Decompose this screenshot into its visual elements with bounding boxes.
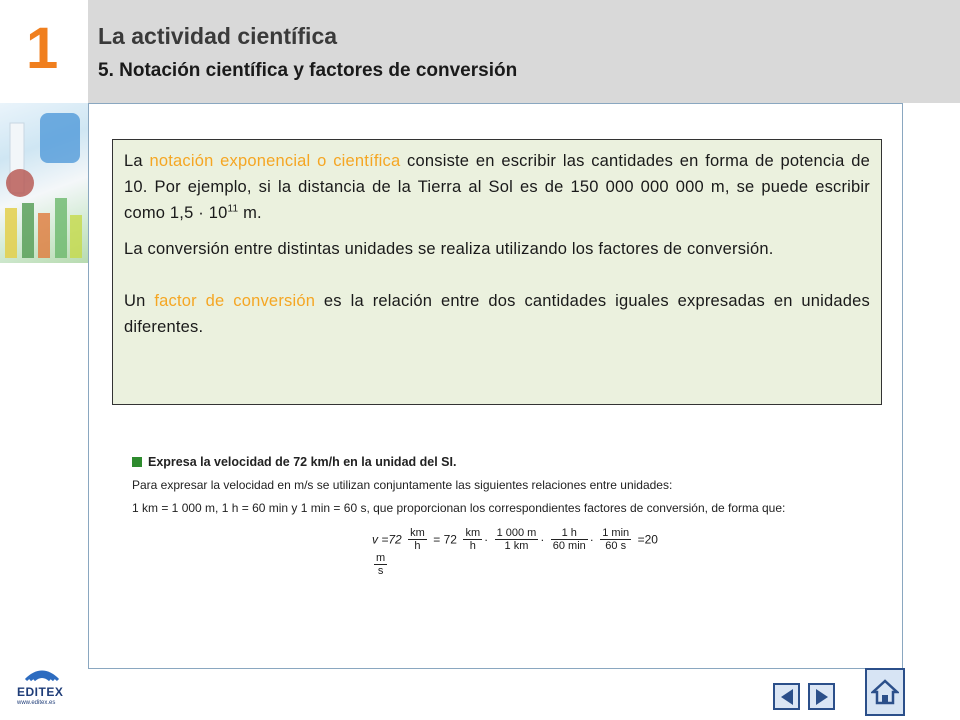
page-subtitle: 5. Notación científica y factores de conversión [98, 60, 518, 81]
fraction-h-min [551, 527, 588, 552]
logo-url: www.editex.es [17, 700, 56, 706]
page-title: La actividad científica [98, 23, 338, 49]
triangle-right-icon [814, 688, 830, 706]
frac1-den: h [414, 540, 421, 552]
paragraph-conversion: La conversión entre distintas unidades se realiza utilizando los factores de conversión. [124, 240, 774, 258]
p3-pre: Un [124, 292, 155, 310]
term-scientific-notation: notación exponencial o científica [149, 152, 401, 170]
example-title-text: Expresa la velocidad de 72 km/h en la unidad del SI. [148, 455, 457, 469]
formula-lhs: v =72 [372, 532, 402, 547]
chapter-number: 1 [26, 16, 59, 81]
fraction-km-h-2 [463, 527, 482, 552]
fraction-min-s [600, 527, 631, 552]
p1-post: consiste en escribir las cantidades en forma de potencia de 10. Por ejemplo, si la distancia de la Tierra al Sol es de 150 000 000 000 m, se puede escribir como 1,5 · 10 [124, 152, 871, 222]
frac3-num: 1 000 m [496, 527, 537, 539]
worked-example [132, 455, 892, 524]
frac4-den: 60 min [552, 540, 586, 552]
frac5-num: 1 min [602, 527, 630, 539]
frac1-num: km [410, 527, 425, 539]
header-bar [88, 0, 960, 103]
example-line-2: 1 km = 1 000 m, 1 h = 60 min y 1 min = 60 s, que proporcionan los correspondientes factores de conversión, de forma que: [132, 501, 786, 515]
p3-post: es la relación entre dos cantidades iguales expresadas en unidades diferentes. [124, 292, 870, 336]
logo-name: EDITEX [17, 685, 64, 699]
p1-end: m. [238, 204, 262, 222]
fraction-m-km [495, 527, 539, 552]
fraction-m-s [374, 552, 387, 577]
lab-photo-image [0, 103, 88, 263]
frac5-den: 60 s [605, 540, 627, 552]
paragraph-scientific-notation [124, 148, 870, 226]
dot-3: · [589, 532, 594, 547]
conversion-formula [372, 527, 672, 577]
next-button[interactable] [808, 683, 835, 710]
frac3-den: 1 km [504, 540, 529, 552]
home-button[interactable] [865, 668, 905, 716]
dot-2: · [540, 532, 545, 547]
fraction-km-h [408, 527, 427, 552]
definition-box [112, 139, 882, 405]
lab-photo [0, 103, 88, 263]
frac6-num: m [376, 552, 386, 564]
term-conversion-factor: factor de conversión [154, 292, 316, 310]
triangle-left-icon [779, 688, 795, 706]
dot-1: · [484, 532, 489, 547]
frac2-den: h [469, 540, 476, 552]
editex-logo [12, 662, 72, 714]
formula-eq2: =20 [637, 532, 658, 547]
example-title [132, 455, 892, 470]
home-icon [871, 678, 899, 706]
editex-logo-icon [22, 664, 62, 684]
prev-button[interactable] [773, 683, 800, 710]
p1-pre: La [124, 152, 150, 170]
paragraph-conversion-factor [124, 288, 870, 340]
green-square-icon [132, 457, 142, 467]
frac6-den: s [377, 565, 384, 577]
example-line-1: Para expresar la velocidad en m/s se utilizan conjuntamente las siguientes relaciones entre unidades: [132, 478, 673, 492]
frac4-num: 1 h [551, 527, 588, 540]
frac2-num: km [465, 527, 481, 539]
exponent: 11 [227, 203, 239, 215]
formula-eq1: = 72 [433, 532, 457, 547]
